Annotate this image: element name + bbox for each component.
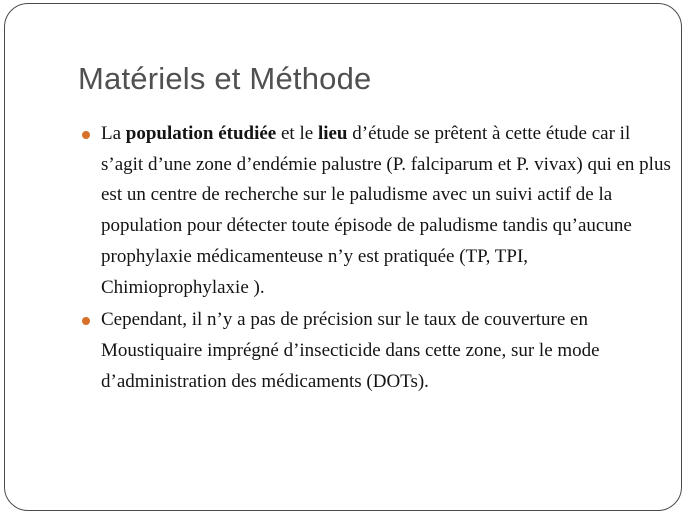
bullet-list — [101, 119, 671, 399]
bullet-2-text: Cependant, il n’y a pas de précision sur le taux de couverture en Moustiquaire imprégné d’insecticide dans cette zone, sur le mode d’administration des médicaments (DOTs). — [101, 309, 600, 392]
slide-frame — [4, 3, 682, 511]
bullet-item-2 — [101, 305, 671, 397]
bullet-1-bold-population: population étudiée — [125, 123, 277, 144]
bullet-1-bold-lieu: lieu — [317, 123, 348, 144]
bullet-1-text-end: d’étude se prêtent à cette étude car il s’agit d’une zone d’endémie palustre (P. falciparum et P. vivax) qui en plus est un centre de recherche sur le paludisme avec un suivi actif de la population pour détecter toute épisode de paludisme tandis qu’aucune prophylaxie médicamenteuse n’y est pratiquée (TP, TPI, Chimioprophylaxie ). — [101, 123, 671, 298]
bullet-dot-icon — [82, 317, 90, 325]
bullet-1-text-start: La — [101, 123, 126, 144]
bullet-dot-icon — [82, 131, 90, 139]
bullet-1-text-mid: et le — [276, 123, 318, 144]
slide-title: Matériels et Méthode — [78, 61, 372, 96]
bullet-item-1 — [101, 119, 671, 303]
